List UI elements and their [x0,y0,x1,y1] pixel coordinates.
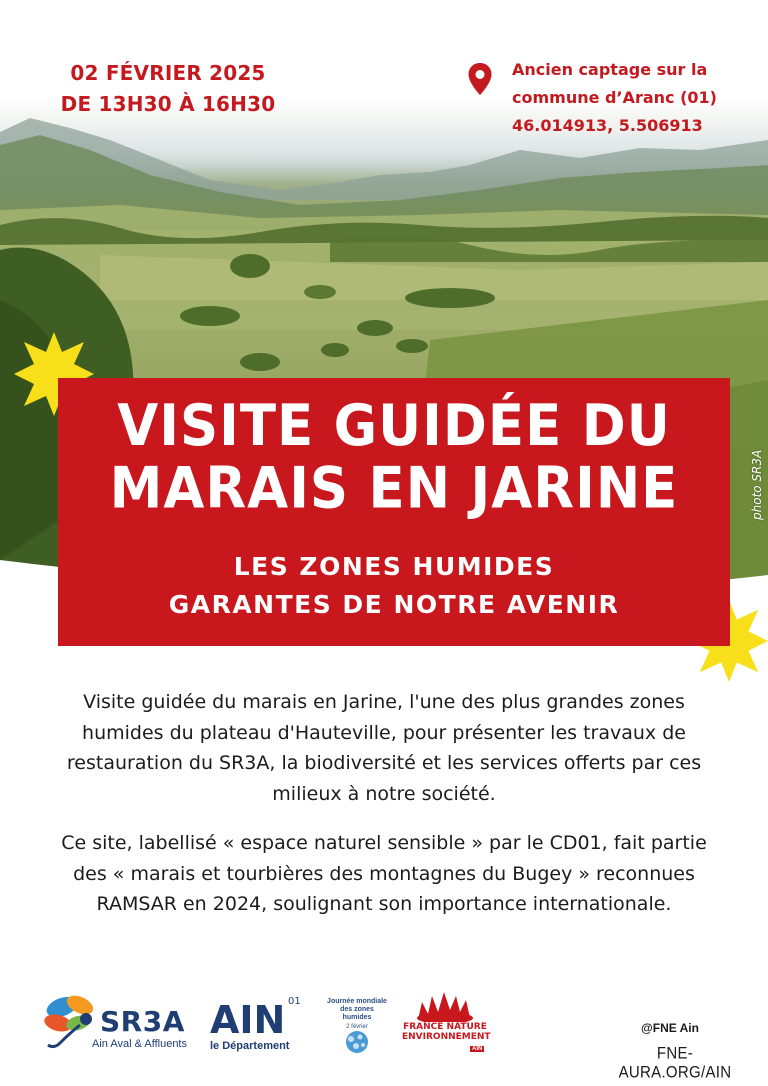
title-banner [58,378,730,646]
location-pin-icon [467,62,493,96]
hedgehog-icon [400,990,490,1022]
water-drop-icon [342,1030,372,1054]
title-line-1: VISITE GUIDÉE DU [117,393,671,460]
ain-logo-number: 01 [288,996,301,1007]
ain-departement-logo[interactable] [210,996,310,1055]
subtitle [58,548,730,624]
website-link[interactable]: FNE-AURA.ORG/AIN [618,1044,732,1082]
jm-logo-date: 2 février [346,1024,368,1030]
location-coordinates: 46.014913, 5.506913 [512,116,703,135]
subtitle-line-1: LES ZONES HUMIDES [233,552,555,581]
sr3a-logo-subtitle: Ain Aval & Affluents [92,1038,187,1050]
photo-credit: photo SR3A [750,449,764,520]
journee-zones-humides-logo[interactable] [326,998,388,1058]
subtitle-line-2: GARANTES DE NOTRE AVENIR [168,590,620,619]
fne-logo[interactable] [400,990,490,1060]
fne-logo-tag: AIN [472,1046,483,1052]
title-line-2: MARAIS EN JARINE [109,455,679,522]
dragonfly-icon [40,993,100,1051]
event-location [512,56,717,140]
description-paragraph-2: Ce site, labellisé « espace naturel sensible » par le CD01, fait partie des « marais et tourbières des montagnes du Bugey » reconnues RAMSAR en 2024, soulignant son importance internationale. [61,832,707,915]
location-line-2: commune d’Aranc (01) [512,88,717,107]
event-time: DE 13H30 À 16H30 [60,92,276,116]
ain-logo-subtitle: le Département [210,1040,290,1052]
description-paragraph-1: Visite guidée du marais en Jarine, l'une des plus grandes zones humides du plateau d'Hauteville, pour présenter les travaux de restauration du SR3A, la biodiversité et les services offerts par ces milieux à notre société. [66,691,702,805]
sr3a-logo-text: SR3A [100,1005,185,1038]
jm-logo-title: Journée mondiale des zones humides [327,998,387,1021]
sr3a-logo[interactable] [40,993,190,1053]
ain-logo-text: AIN [210,998,286,1042]
page-title [58,395,730,520]
event-datetime [48,58,288,120]
location-line-1: Ancien captage sur la [512,60,708,79]
event-date: 02 FÉVRIER 2025 [70,61,266,85]
social-handle[interactable]: @FNE Ain [641,1021,699,1035]
fne-logo-text: FRANCE NATURE ENVIRONNEMENT [402,1022,491,1042]
